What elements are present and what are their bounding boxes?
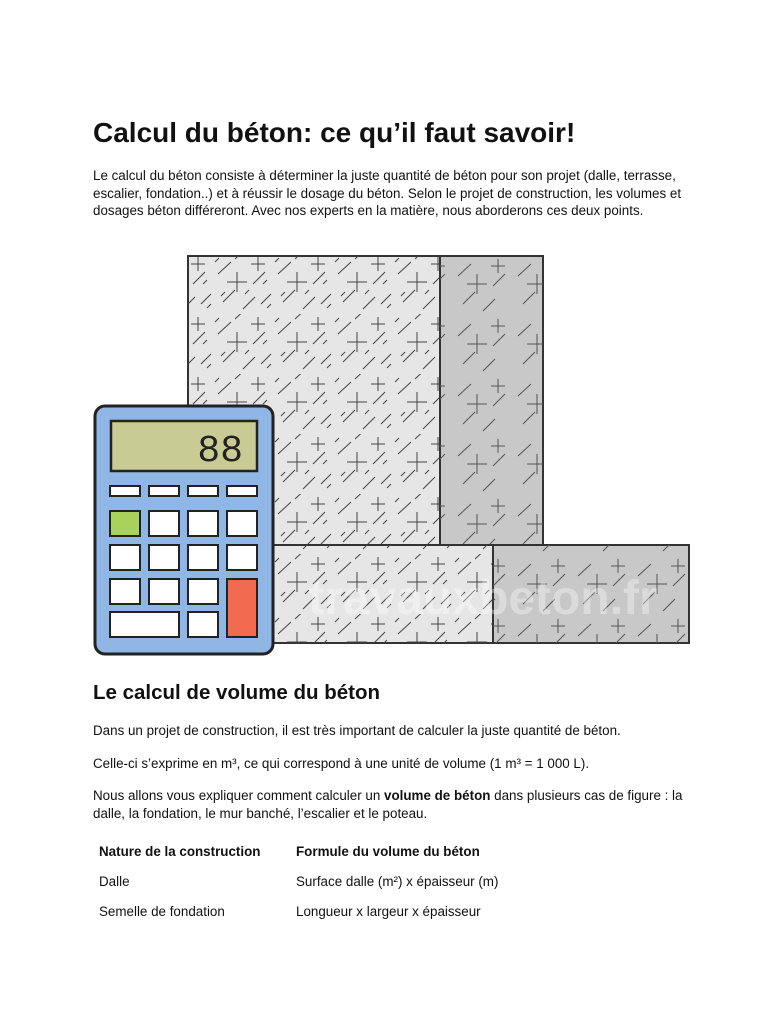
intro-paragraph: Le calcul du béton consiste à déterminer la juste quantité de béton pour son projet (dalle, terrasse, escalier, fondation..) et à réussir le dosage du béton. Selon le projet de construction, les volumes et dosages béton différeront. Avec nos experts en la matière, nous aborderons ces deux points. bbox=[93, 168, 682, 219]
table-cell-formule: Longueur x largeur x épaisseur bbox=[296, 903, 481, 919]
page-title: Calcul du béton: ce qu’il faut savoir! bbox=[93, 117, 576, 148]
concrete-calculator-illustration bbox=[93, 254, 691, 658]
section-paragraph-3 bbox=[93, 787, 683, 823]
watermark-text: travauxbeton.fr bbox=[308, 572, 658, 625]
calculator-icon bbox=[95, 406, 273, 654]
table-header-formule: Formule du volume du béton bbox=[296, 843, 480, 859]
table-header-nature: Nature de la construction bbox=[99, 843, 261, 859]
table-cell-formule: Surface dalle (m²) x épaisseur (m) bbox=[296, 873, 499, 889]
section-paragraph-1: Dans un projet de construction, il est très important de calculer la juste quantité de béton. bbox=[93, 723, 621, 738]
p3-bold-text: volume de béton bbox=[384, 788, 491, 803]
section-paragraph-2: Celle-ci s’exprime en m³, ce qui correspond à une unité de volume (1 m³ = 1 000 L). bbox=[93, 756, 590, 771]
illustration-svg bbox=[93, 254, 691, 658]
p3-text-after: dans plusieurs cas de figure : la dalle, la fondation, le mur banché, l’escalier et le poteau. bbox=[93, 788, 683, 821]
table-cell-nature: Dalle bbox=[99, 873, 130, 889]
table-header-row bbox=[93, 836, 642, 866]
volume-formula-table bbox=[93, 836, 642, 926]
p3-text-before: Nous allons vous expliquer comment calculer un bbox=[93, 788, 385, 803]
table-cell-nature: Semelle de fondation bbox=[99, 903, 225, 919]
section-heading: Le calcul de volume du béton bbox=[93, 681, 381, 704]
table-row bbox=[93, 896, 642, 926]
table-row bbox=[93, 866, 642, 896]
calculator-display: 88 bbox=[197, 430, 243, 473]
